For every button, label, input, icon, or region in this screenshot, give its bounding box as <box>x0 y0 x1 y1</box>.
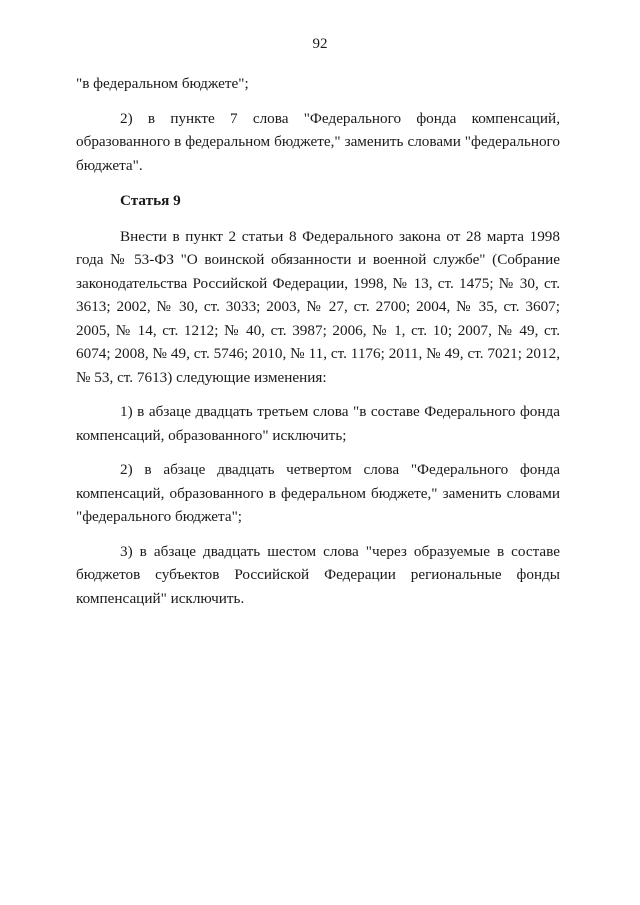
document-body <box>76 72 560 610</box>
paragraph-change-1: 1) в абзаце двадцать третьем слова "в составе Федерального фонда компенсаций, образованного" исключить; <box>76 403 560 444</box>
paragraph-change-2: 2) в абзаце двадцать четвертом слова "Федерального фонда компенсаций, образованного в федеральном бюджете," заменить словами "федерального бюджета"; <box>76 461 560 525</box>
paragraph-item-2: 2) в пункте 7 слова "Федерального фонда компенсаций, образованного в федеральном бюджете," заменить словами "федерального бюджета". <box>76 109 560 174</box>
paragraph-continuation: "в федеральном бюджете"; <box>76 75 249 92</box>
page-number: 92 <box>312 36 328 52</box>
paragraph-change-3: 3) в абзаце двадцать шестом слова "через образуемые в составе бюджетов субъектов Российской Федерации региональные фонды компенсаций" исключить. <box>76 542 560 607</box>
paragraph-article-intro: Внести в пункт 2 статьи 8 Федерального закона от 28 марта 1998 года № 53-ФЗ "О воинской обязанности и военной службе" (Собрание законодательства Российской Федерации, 1998, № 13, ст. 1475; № 30, ст. 3613; 2002, № 30, ст. 3033; 2003, № 27, ст. 2700; 2004, № 35, ст. 3607; 2005, № 14, ст. 1212; № 40, ст. 3987; 2006, № 1, ст. 10; 2007, № 49, ст. 6074; 2008, № 49, ст. 5746; 2010, № 11, ст. 1176; 2011, № 49, ст. 7021; 2012, № 53, ст. 7613) следующие изменения: <box>76 227 560 386</box>
article-heading: Статья 9 <box>120 192 181 209</box>
